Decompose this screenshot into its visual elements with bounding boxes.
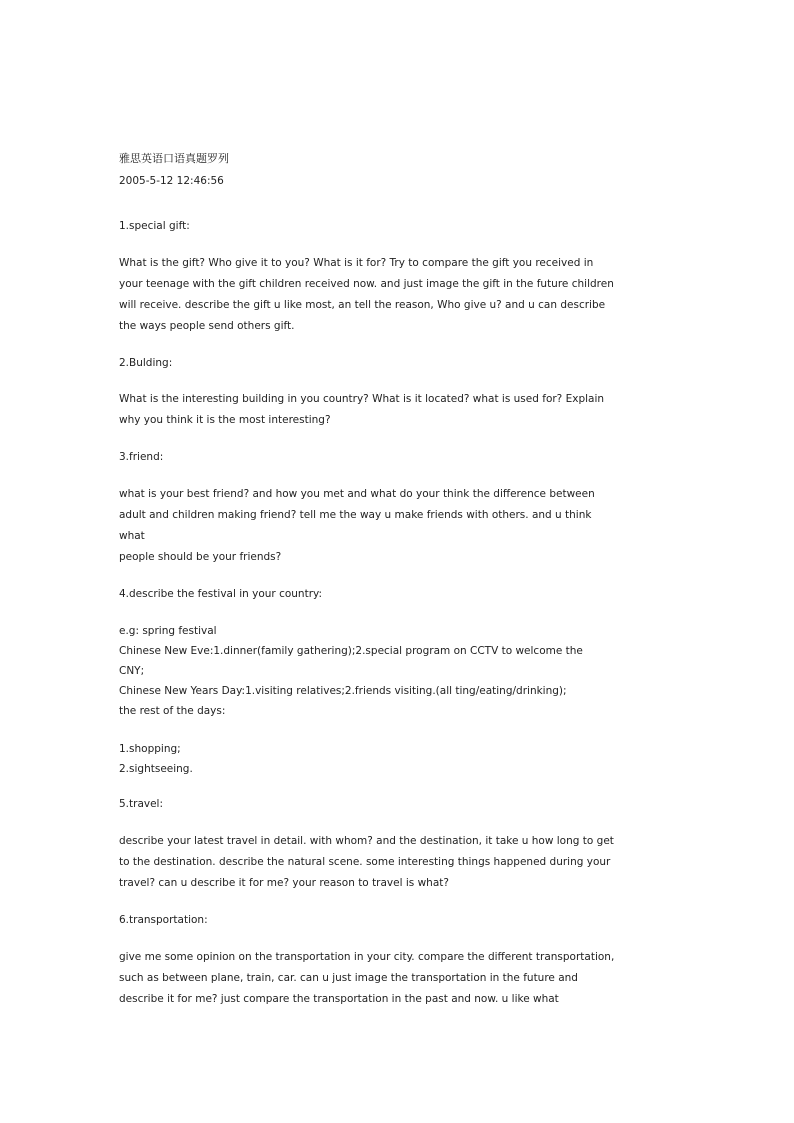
document-date: 2005-5-12 12:46:56 bbox=[119, 175, 224, 187]
section-heading-friend: 3.friend: bbox=[119, 451, 164, 463]
section-body-building bbox=[119, 389, 619, 431]
text-line: what is your best friend? and how you met and what do your think the difference between bbox=[119, 488, 595, 500]
text-line: will receive. describe the gift u like most, an tell the reason, Who give u? and u can describe bbox=[119, 299, 606, 311]
text-line: to the destination. describe the natural scene. some interesting things happened during your bbox=[119, 856, 611, 868]
document-content bbox=[119, 152, 619, 1010]
section-heading-travel: 5.travel: bbox=[119, 798, 164, 810]
text-line: the ways people send others gift. bbox=[119, 320, 295, 332]
section-body-friend bbox=[119, 484, 619, 568]
text-line: the rest of the days: bbox=[119, 705, 226, 717]
text-line: Chinese New Eve:1.dinner(family gathering);2.special program on CCTV to welcome the CNY; bbox=[119, 645, 583, 677]
section-body-gift bbox=[119, 253, 619, 337]
text-line: Chinese New Years Day:1.visiting relatives;2.friends visiting.(all ting/eating/drinking); bbox=[119, 685, 567, 697]
section-heading-gift: 1.special gift: bbox=[119, 220, 190, 232]
text-line: describe your latest travel in detail. with whom? and the destination, it take u how long to get bbox=[119, 835, 614, 847]
list-item: 2.sightseeing. bbox=[119, 763, 193, 775]
section-heading-transportation: 6.transportation: bbox=[119, 914, 208, 926]
section-body-transportation bbox=[119, 947, 619, 1010]
section-body-festival bbox=[119, 621, 619, 721]
text-line: such as between plane, train, car. can u just image the transportation in the future and bbox=[119, 972, 578, 984]
festival-activity-list bbox=[119, 739, 619, 779]
text-line: adult and children making friend? tell me the way u make friends with others. and u think what bbox=[119, 509, 592, 542]
section-heading-building: 2.Bulding: bbox=[119, 357, 173, 369]
text-line: What is the interesting building in you country? What is it located? what is used for? Explain bbox=[119, 393, 605, 405]
text-line: give me some opinion on the transportation in your city. compare the different transportation, bbox=[119, 951, 615, 963]
text-line: people should be your friends? bbox=[119, 551, 282, 563]
text-line: travel? can u describe it for me? your reason to travel is what? bbox=[119, 877, 449, 889]
text-line: why you think it is the most interesting? bbox=[119, 414, 331, 426]
text-line: your teenage with the gift children received now. and just image the gift in the future children bbox=[119, 278, 614, 290]
text-line: What is the gift? Who give it to you? What is it for? Try to compare the gift you received in bbox=[119, 257, 594, 269]
document-title: 雅思英语口语真题罗列 bbox=[119, 152, 229, 165]
section-heading-festival: 4.describe the festival in your country: bbox=[119, 588, 323, 600]
list-item: 1.shopping; bbox=[119, 743, 181, 755]
section-body-travel bbox=[119, 831, 619, 894]
text-line: e.g: spring festival bbox=[119, 625, 217, 637]
text-line: describe it for me? just compare the transportation in the past and now. u like what bbox=[119, 993, 559, 1005]
